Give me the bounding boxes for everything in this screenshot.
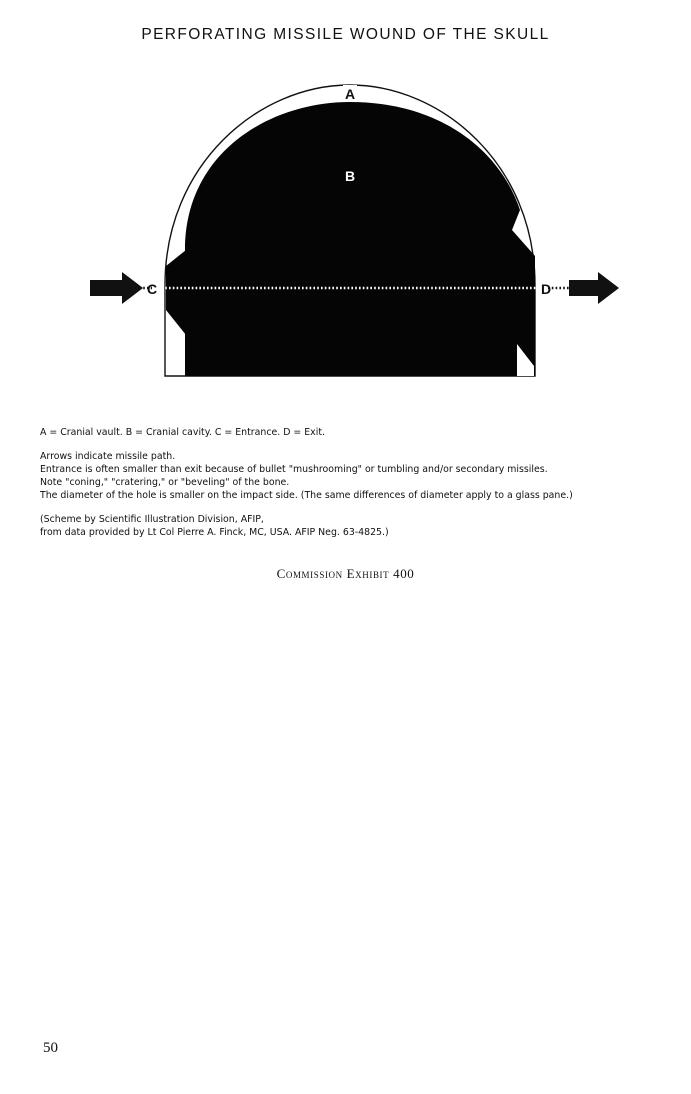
note-line: Entrance is often smaller than exit because of bullet "mushrooming" or tumbling and/or secondary missiles. (40, 464, 548, 475)
entry-arrow (90, 272, 143, 304)
page-title: PERFORATING MISSILE WOUND OF THE SKULL (141, 26, 550, 43)
label-c: C (146, 281, 158, 297)
note-line: Note "coning," "cratering," or "beveling" of the bone. (40, 477, 290, 488)
label-d: D (540, 281, 552, 297)
note-line: Arrows indicate missile path. (40, 451, 176, 462)
figure-caption (40, 426, 670, 539)
legend-line: A = Cranial vault. B = Cranial cavity. C = Entrance. D = Exit. (40, 427, 325, 438)
credit-line: from data provided by Lt Col Pierre A. Finck, MC, USA. AFIP Neg. 63-4825.) (40, 527, 389, 538)
note-line: The diameter of the hole is smaller on the impact side. (The same differences of diameter apply to a glass pane.) (40, 490, 573, 501)
credit-line: (Scheme by Scientific Illustration Division, AFIP, (40, 514, 264, 525)
page-number: 50 (43, 1040, 58, 1056)
label-a: A (344, 86, 356, 102)
exit-arrow (569, 272, 619, 304)
exhibit-label: Commission Exhibit 400 (276, 566, 415, 581)
cranial-cavity (185, 102, 535, 376)
skull-wound-diagram (0, 80, 691, 390)
label-b: B (344, 168, 356, 184)
